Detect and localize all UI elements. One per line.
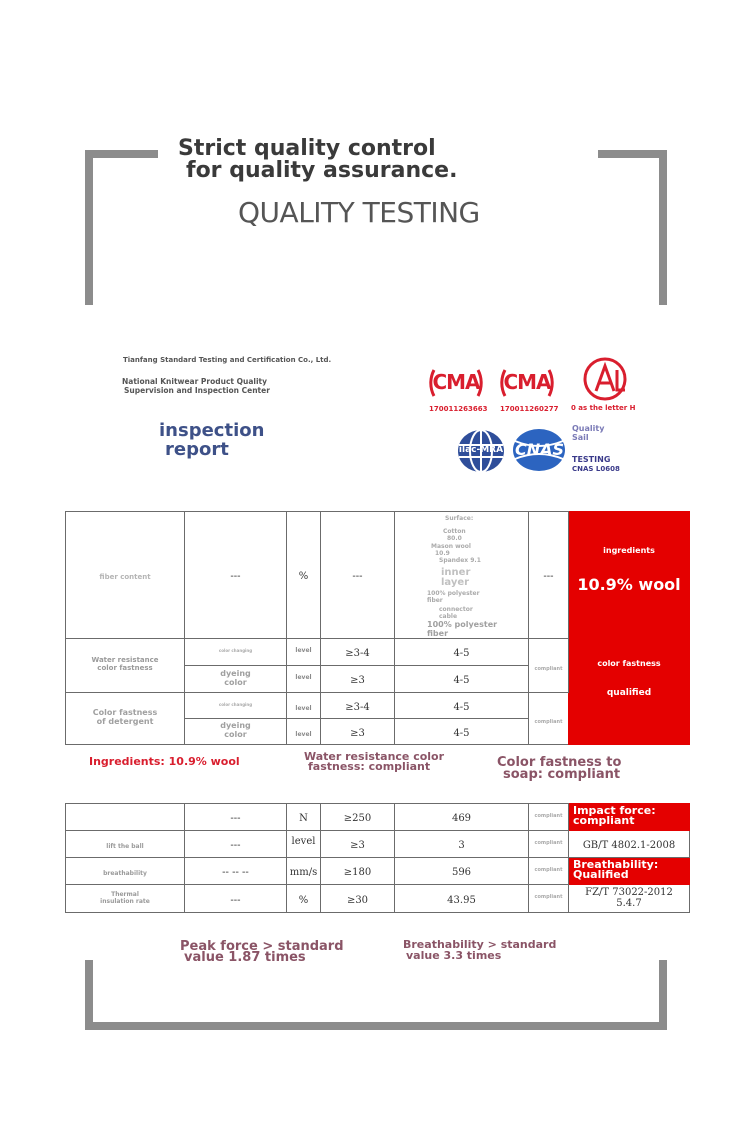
table2-cell-result xyxy=(529,885,569,913)
table2-cell-item xyxy=(66,831,185,858)
val-2: 4-5 xyxy=(453,675,470,686)
table2-row xyxy=(66,885,690,913)
req-cell-2 xyxy=(321,666,395,693)
peak-line2: value 1.87 times xyxy=(184,950,306,965)
val-cell-2 xyxy=(395,666,529,693)
ingredients-red-cell xyxy=(569,512,690,639)
dyeing-label-2: dyeing color xyxy=(220,721,251,739)
level-label-2: level xyxy=(295,674,312,681)
req-1: ≥3-4 xyxy=(345,648,370,659)
detergent-result-cell xyxy=(529,693,569,745)
req-cell-3 xyxy=(321,693,395,719)
level-cell-2 xyxy=(287,666,321,693)
cnas-logo-text: CNAS xyxy=(514,440,565,459)
company-name: Tianfang Standard Testing and Certification Co., Ltd. xyxy=(123,356,332,364)
bottom-frame-left-vertical xyxy=(85,960,93,1030)
cal-caption: 0 as the letter H xyxy=(571,404,636,412)
red-colorfastness-value: qualified xyxy=(606,688,652,698)
table2-note: Impact force: compliant xyxy=(573,803,656,827)
header-line1: Strict quality control xyxy=(178,136,436,161)
red-colorfastness-title: color fastness xyxy=(597,659,661,668)
top-frame-left-horizontal xyxy=(85,150,158,158)
connector-label: connector cable xyxy=(439,606,473,620)
color-changing-cell xyxy=(185,639,287,666)
fiber-unit-cell xyxy=(287,512,321,639)
table2-cell-result xyxy=(529,804,569,831)
color-changing-label-2: color changing xyxy=(218,702,253,707)
table2-dash: --- xyxy=(230,813,241,824)
cal-logo xyxy=(579,356,631,402)
table2-cell-item xyxy=(66,804,185,831)
table2-unit: level xyxy=(291,836,316,847)
cnas-code: CNAS L0608 xyxy=(572,465,620,473)
red-ingredients-value: 10.9% wool xyxy=(577,575,681,594)
color-changing-label: color changing xyxy=(218,648,253,653)
mason-wool-label: Mason wool xyxy=(431,543,471,550)
table2-cell-unit xyxy=(287,858,321,885)
table2-cell-result xyxy=(529,831,569,858)
cma-code-2: 170011260277 xyxy=(500,405,559,413)
table2-result: compliant xyxy=(534,867,563,873)
table2-cell-note xyxy=(569,804,690,831)
breath-line2: value 3.3 times xyxy=(406,949,502,962)
header-subtitle: QUALITY TESTING xyxy=(238,196,480,229)
water-compliant: compliant xyxy=(534,665,563,672)
quality-line1: Quality xyxy=(572,424,605,433)
stamp-soap-line2: soap: compliant xyxy=(503,767,621,782)
cotton-value: 80.0 xyxy=(447,535,462,542)
val-cell-3 xyxy=(395,693,529,719)
table2-req: ≥180 xyxy=(343,867,372,878)
stamp-ingredients: Ingredients: 10.9% wool xyxy=(89,755,240,768)
cma-code-1: 170011263663 xyxy=(429,405,488,413)
table2-dash: --- xyxy=(230,840,241,851)
req-2: ≥3 xyxy=(350,675,365,686)
dyeing-label-1: dyeing color xyxy=(220,668,251,687)
table2-req: ≥250 xyxy=(343,813,372,824)
report-title-line2: report xyxy=(165,439,229,460)
val-1: 4-5 xyxy=(453,648,470,659)
table2-unit: mm/s xyxy=(289,867,318,878)
test-table-2 xyxy=(65,803,690,913)
table2-cell-dash xyxy=(185,885,287,913)
table2-row xyxy=(66,858,690,885)
cma-logo-text: CMA xyxy=(503,370,551,394)
level-cell-4 xyxy=(287,719,321,745)
table2-cell-item xyxy=(66,858,185,885)
red-ingredients-title: ingredients xyxy=(603,546,655,555)
fiber-dash-1: --- xyxy=(230,571,241,582)
color-changing-cell-2 xyxy=(185,693,287,719)
val-3: 4-5 xyxy=(453,701,470,713)
peak-line1: Peak force > standard xyxy=(180,939,344,954)
table2-cell-unit xyxy=(287,885,321,913)
table2-row xyxy=(66,831,690,858)
dyeing-cell-2 xyxy=(185,719,287,745)
table2-result: compliant xyxy=(534,840,563,846)
testing-label: TESTING xyxy=(572,455,611,464)
mason-wool-value: 10.9 xyxy=(435,550,450,557)
table2-item: lift the ball xyxy=(106,843,144,850)
table2-val: 43.95 xyxy=(447,894,476,906)
quality-sail-logo xyxy=(572,424,612,448)
center-line1: National Knitwear Product Quality xyxy=(122,377,268,386)
table2-val: 596 xyxy=(451,867,472,878)
detergent-compliant: compliant xyxy=(534,718,563,725)
table2-cell-val xyxy=(395,831,529,858)
stamp-water-line1: Water resistance color xyxy=(304,750,445,763)
cotton-label: Cotton xyxy=(443,528,466,535)
detergent-label-cell xyxy=(66,693,185,745)
fiber-label-cell xyxy=(66,512,185,639)
table2-dash: --- xyxy=(230,894,241,906)
table2-cell-note xyxy=(569,858,690,885)
fiber-dash-2: --- xyxy=(352,571,363,582)
bottom-frame-right-vertical xyxy=(659,960,667,1030)
table2-req: ≥30 xyxy=(346,894,369,906)
table2-cell-val xyxy=(395,858,529,885)
val-cell-4 xyxy=(395,719,529,745)
table2-cell-req xyxy=(321,858,395,885)
table2-cell-unit xyxy=(287,804,321,831)
table2-result: compliant xyxy=(534,894,563,900)
polyester-fiber-label: 100% polyester fiber xyxy=(427,590,480,604)
cma-logo-2 xyxy=(499,366,555,400)
table2-cell-val xyxy=(395,885,529,913)
level-label-4: level xyxy=(295,730,312,738)
table2-cell-req xyxy=(321,885,395,913)
table2-cell-req xyxy=(321,831,395,858)
table2-cell-item xyxy=(66,885,185,913)
table2-cell-note xyxy=(569,831,690,858)
water-resistance-label: Water resistance color fastness xyxy=(91,656,159,672)
top-frame-right-horizontal xyxy=(598,150,667,158)
table2-cell-result xyxy=(529,858,569,885)
fiber-row xyxy=(66,512,690,639)
table2-unit: N xyxy=(299,813,308,824)
surface-label: Surface: xyxy=(445,515,474,522)
fiber-dash2-cell xyxy=(321,512,395,639)
table2-cell-req xyxy=(321,804,395,831)
test-table-1 xyxy=(65,511,690,745)
bottom-frame-horizontal xyxy=(85,1022,667,1030)
table2-cell-dash xyxy=(185,831,287,858)
req-4: ≥3 xyxy=(350,727,365,739)
quality-line2: Sail xyxy=(572,433,589,442)
table2-val: 469 xyxy=(451,813,472,824)
table2-note: GB/T 4802.1-2008 xyxy=(582,840,676,851)
fiber-detail-cell xyxy=(395,512,529,639)
table2-note: Breathability: Qualified xyxy=(573,857,659,881)
table2-val: 3 xyxy=(458,840,465,851)
spandex-label: Spandex 9.1 xyxy=(439,557,481,564)
table2-dash: -- -- -- xyxy=(222,867,249,878)
stamp-water-line2: fastness: compliant xyxy=(308,760,431,773)
table2-item: breathability xyxy=(103,870,147,877)
table2-cell-dash xyxy=(185,858,287,885)
color-fastness-red-cell xyxy=(569,639,690,745)
table2-cell-dash xyxy=(185,804,287,831)
ilac-mra-logo xyxy=(456,428,506,474)
cnas-logo xyxy=(511,427,568,473)
table2-cell-val xyxy=(395,804,529,831)
cal-icon xyxy=(579,356,631,402)
water-label-cell xyxy=(66,639,185,693)
cma-logo-1 xyxy=(428,366,484,400)
table2-req: ≥3 xyxy=(350,840,365,851)
cma-logo-text: CMA xyxy=(432,370,480,394)
table2-item: Thermal insulation rate xyxy=(100,890,150,905)
breath-line1: Breathability > standard xyxy=(403,938,557,951)
header-line2: for quality assurance. xyxy=(186,158,458,183)
detergent-label: Color fastness of detergent xyxy=(92,708,158,726)
water-result-cell xyxy=(529,639,569,693)
table2-cell-unit xyxy=(287,831,321,858)
level-cell-3 xyxy=(287,693,321,719)
report-title-line1: inspection xyxy=(159,420,265,441)
dyeing-cell-1 xyxy=(185,666,287,693)
table2-cell-note xyxy=(569,885,690,913)
stamp-soap-line1: Color fastness to xyxy=(497,755,622,770)
val-cell-1 xyxy=(395,639,529,666)
req-cell-4 xyxy=(321,719,395,745)
req-3: ≥3-4 xyxy=(345,701,370,713)
fiber-dash-3: --- xyxy=(543,571,554,582)
fiber-label: fiber content xyxy=(99,573,151,581)
level-label-1: level xyxy=(295,647,312,654)
table2-note: FZ/T 73022-2012 5.4.7 xyxy=(585,886,673,909)
table2-unit: % xyxy=(298,894,309,906)
water-row-1 xyxy=(66,639,690,666)
fiber-unit: % xyxy=(298,571,309,582)
val-4: 4-5 xyxy=(453,727,470,739)
table2-result: compliant xyxy=(534,813,563,819)
ilac-logo-text: ilac-MRA xyxy=(458,445,504,455)
inner-layer-label: inner layer xyxy=(441,567,471,588)
req-cell-1 xyxy=(321,639,395,666)
top-frame-right-vertical xyxy=(659,150,667,305)
fiber-dash3-cell xyxy=(529,512,569,639)
fiber-dash-cell xyxy=(185,512,287,639)
table2-row xyxy=(66,804,690,831)
top-frame-left-vertical xyxy=(85,150,93,305)
center-line2: Supervision and Inspection Center xyxy=(124,386,270,395)
level-cell-1 xyxy=(287,639,321,666)
polyester-fiber-label-2: 100% polyester fiber xyxy=(427,620,498,638)
level-label-3: level xyxy=(295,704,312,712)
